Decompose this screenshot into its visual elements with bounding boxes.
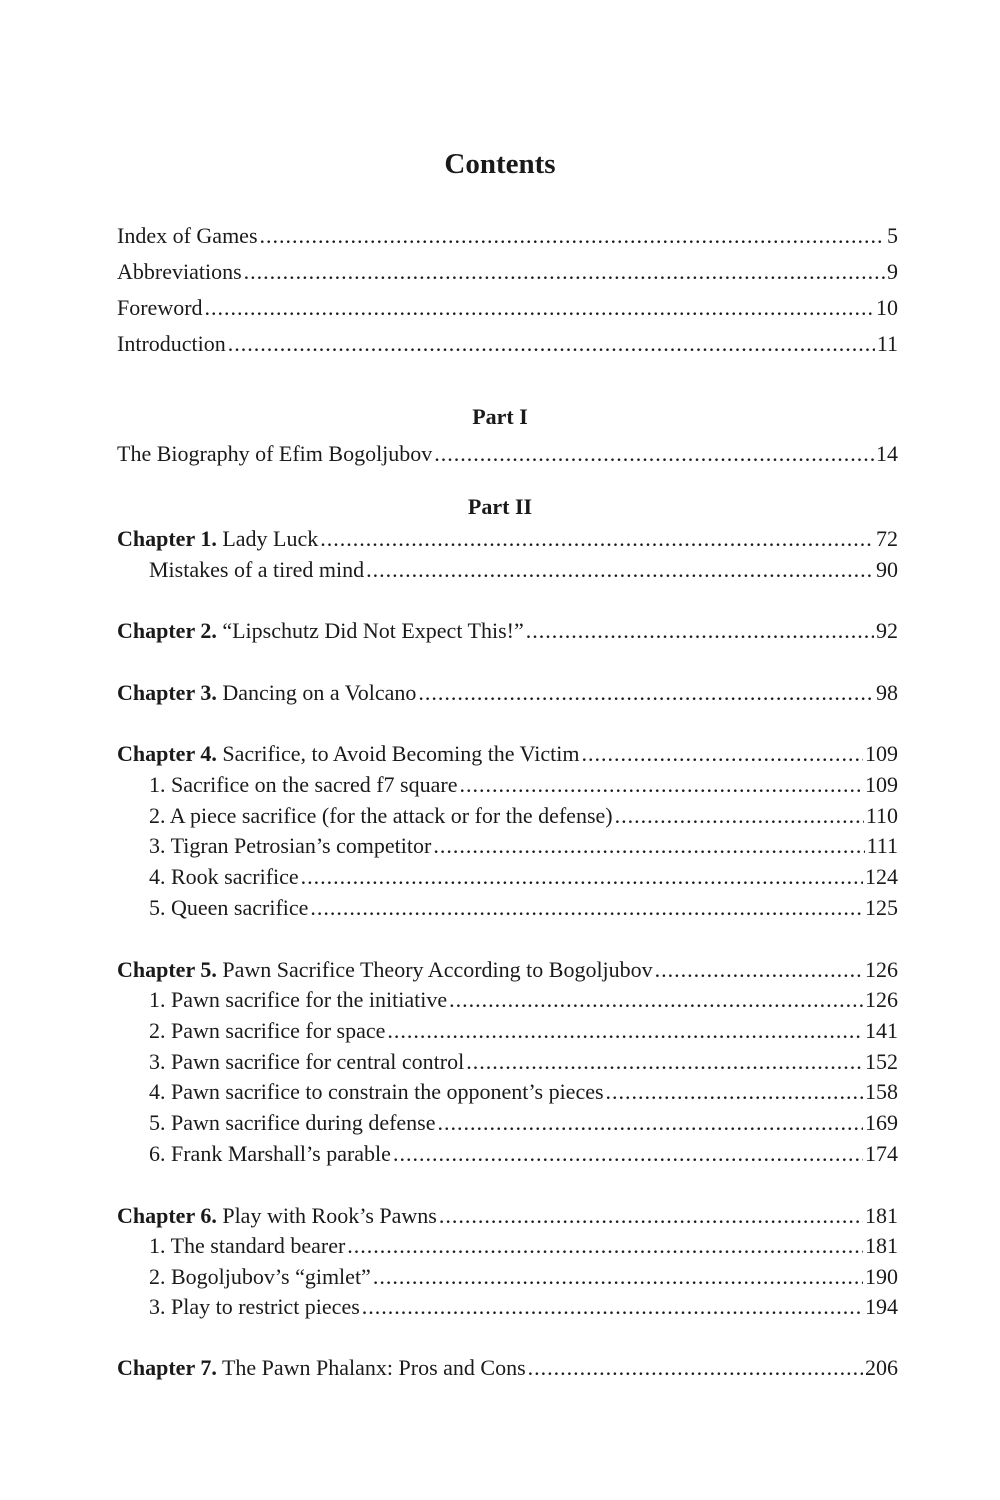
toc-page-number: 72 (876, 526, 898, 551)
toc-entry-label (117, 1354, 526, 1382)
toc-page-number: 169 (865, 1110, 898, 1135)
toc-page-number: 11 (876, 331, 898, 356)
toc-page-number: 90 (876, 557, 898, 582)
leader-dots (260, 222, 885, 250)
leader-dots (310, 894, 863, 922)
toc-page-number: 9 (887, 259, 898, 284)
chapter-number: Chapter 3. (117, 680, 217, 705)
leader-dots (244, 258, 885, 286)
toc-page-number: 10 (876, 295, 898, 320)
leader-dots (655, 956, 863, 984)
toc-entry-index-of-games[interactable] (117, 222, 898, 250)
leader-dots (459, 771, 863, 799)
toc-entry-label (117, 740, 579, 768)
leader-dots (366, 556, 874, 584)
chapter-number: Chapter 7. (117, 1355, 217, 1380)
leader-dots (301, 863, 863, 891)
toc-entry-label (117, 956, 653, 984)
toc-entry-foreword[interactable] (117, 294, 898, 322)
toc-entry-label: 1. Sacrifice on the sacred f7 square (149, 772, 458, 797)
toc-entry-label: 3. Play to restrict pieces (149, 1294, 360, 1319)
leader-dots (373, 1263, 863, 1291)
toc-page-number: 126 (865, 987, 898, 1012)
toc-entry-label: 5. Pawn sacrifice during defense (149, 1110, 436, 1135)
toc-page-number: 206 (865, 1355, 898, 1380)
toc-section[interactable] (149, 986, 898, 1014)
toc-entry-label: 6. Frank Marshall’s parable (149, 1141, 391, 1166)
leader-dots (228, 330, 875, 358)
toc-page-number: 124 (865, 864, 898, 889)
toc-section[interactable] (149, 863, 898, 891)
toc-entry-introduction[interactable] (117, 330, 898, 358)
toc-entry-label (117, 525, 318, 553)
leader-dots (438, 1109, 863, 1137)
page-title: Contents (444, 148, 556, 180)
toc-entry-label: 2. A piece sacrifice (for the attack or for the defense) (149, 803, 613, 828)
toc-section[interactable] (149, 1140, 898, 1168)
chapter-title: Play with Rook’s Pawns (222, 1203, 437, 1228)
leader-dots (581, 740, 863, 768)
toc-section[interactable] (149, 1048, 898, 1076)
leader-dots (434, 440, 874, 468)
chapter-number: Chapter 4. (117, 741, 217, 766)
toc-chapter-4[interactable] (117, 740, 898, 768)
part-heading: Part I (472, 404, 528, 429)
toc-entry-abbreviations[interactable] (117, 258, 898, 286)
toc-entry-label: The Biography of Efim Bogoljubov (117, 441, 433, 466)
chapter-number: Chapter 6. (117, 1203, 217, 1228)
leader-dots (393, 1140, 863, 1168)
leader-dots (439, 1202, 863, 1230)
leader-dots (433, 832, 864, 860)
toc-entry-label: 2. Bogoljubov’s “gimlet” (149, 1264, 371, 1289)
toc-page-number: 109 (865, 741, 898, 766)
toc-chapter-2[interactable] (117, 617, 898, 645)
toc-section[interactable] (149, 1078, 898, 1106)
toc-page-number: 152 (865, 1049, 898, 1074)
chapter-title: Pawn Sacrifice Theory According to Bogoljubov (222, 957, 653, 982)
leader-dots (320, 525, 874, 553)
leader-dots (449, 986, 863, 1014)
leader-dots (606, 1078, 863, 1106)
toc-page-number: 141 (865, 1018, 898, 1043)
toc-entry-label: 3. Pawn sacrifice for central control (149, 1049, 465, 1074)
chapter-title: Dancing on a Volcano (222, 680, 417, 705)
toc-entry-label (117, 1202, 437, 1230)
toc-entry-label: 2. Pawn sacrifice for space (149, 1018, 386, 1043)
toc-entry-label: 4. Rook sacrifice (149, 864, 299, 889)
toc-chapter-3[interactable] (117, 679, 898, 707)
toc-entry-label: 5. Queen sacrifice (149, 895, 309, 920)
toc-entry-label: Foreword (117, 295, 203, 320)
toc-page-number: 181 (865, 1203, 898, 1228)
toc-entry-label: 1. Pawn sacrifice for the initiative (149, 987, 448, 1012)
leader-dots (362, 1293, 863, 1321)
toc-chapter-6[interactable] (117, 1202, 898, 1230)
leader-dots (466, 1048, 863, 1076)
toc-page-number: 125 (865, 895, 898, 920)
toc-entry-label: Abbreviations (117, 259, 242, 284)
toc-entry-label: 1. The standard bearer (149, 1233, 346, 1258)
toc-entry-label: 4. Pawn sacrifice to constrain the opponent’s pieces (149, 1079, 604, 1104)
toc-entry-label: Index of Games (117, 223, 258, 248)
toc-entry-label: Mistakes of a tired mind (149, 557, 365, 582)
chapter-title: Lady Luck (222, 526, 319, 551)
toc-page-number: 111 (866, 833, 898, 858)
leader-dots (526, 617, 874, 645)
leader-dots (347, 1232, 863, 1260)
chapter-title: The Pawn Phalanx: Pros and Cons (221, 1355, 526, 1380)
toc-page-number: 126 (865, 957, 898, 982)
toc-page-number: 190 (865, 1264, 898, 1289)
chapter-number: Chapter 1. (117, 526, 217, 551)
chapter-number: Chapter 5. (117, 957, 217, 982)
toc-section[interactable] (149, 894, 898, 922)
toc-page-number: 174 (865, 1141, 898, 1166)
leader-dots (418, 679, 874, 707)
toc-entry-label: Introduction (117, 331, 226, 356)
toc-chapter-7[interactable] (117, 1354, 898, 1382)
toc-page-number: 158 (865, 1079, 898, 1104)
toc-page-number: 181 (865, 1233, 898, 1258)
toc-entry-label (117, 617, 524, 645)
leader-dots (387, 1017, 863, 1045)
part-heading: Part II (467, 494, 533, 519)
toc-section[interactable] (149, 802, 898, 830)
toc-section[interactable] (149, 556, 898, 584)
toc-section[interactable] (149, 1232, 898, 1260)
toc-section[interactable] (149, 1109, 898, 1137)
chapter-title: “Lipschutz Did Not Expect This!” (222, 618, 524, 643)
toc-page-number: 98 (876, 680, 898, 705)
toc-page-number: 92 (876, 618, 898, 643)
toc-page-number: 110 (865, 803, 898, 828)
leader-dots (615, 802, 864, 830)
toc-chapter-1[interactable] (117, 525, 898, 553)
leader-dots (205, 294, 874, 322)
toc-page-number: 109 (865, 772, 898, 797)
toc-section[interactable] (149, 1293, 898, 1321)
toc-entry-label: 3. Tigran Petrosian’s competitor (149, 833, 432, 858)
toc-page-number: 5 (887, 223, 898, 248)
toc-section[interactable] (149, 832, 898, 860)
toc-section[interactable] (149, 1263, 898, 1291)
toc-section[interactable] (149, 771, 898, 799)
toc-page-number: 194 (865, 1294, 898, 1319)
toc-page-number: 14 (876, 441, 898, 466)
toc-entry-label (117, 679, 416, 707)
toc-section[interactable] (149, 1017, 898, 1045)
chapter-number: Chapter 2. (117, 618, 217, 643)
toc-chapter-5[interactable] (117, 956, 898, 984)
leader-dots (528, 1354, 863, 1382)
chapter-title: Sacrifice, to Avoid Becoming the Victim (222, 741, 580, 766)
toc-entry-biography[interactable] (117, 440, 898, 468)
